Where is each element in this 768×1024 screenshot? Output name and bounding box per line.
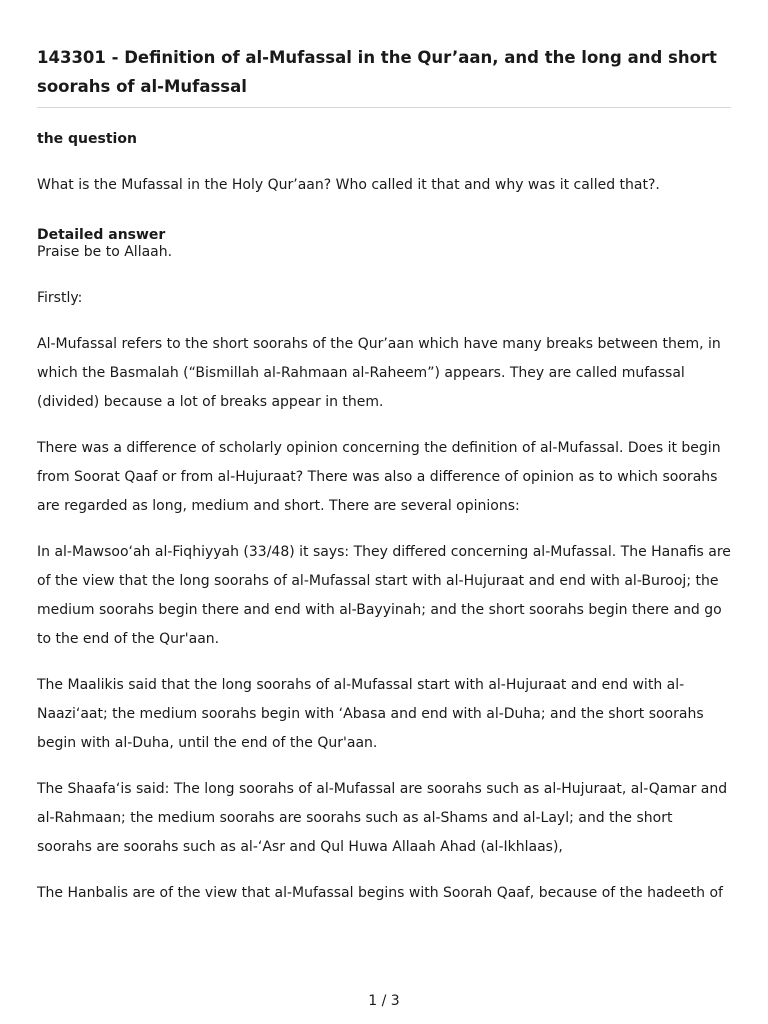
question-text: What is the Mufassal in the Holy Qur’aan? Who called it that and why was it called that?.: [37, 177, 660, 193]
page-indicator: 1 / 3: [368, 993, 400, 1009]
answer-paragraph: Al-Mufassal refers to the short soorahs of the Qur’aan which have many breaks between them, in which the Basmalah (“Bismillah al-Rahmaan al-Raheem”) appears. They are called mufassal (divided) because a lot of breaks appear in them.: [37, 336, 721, 410]
page-title: 143301 - Definition of al-Mufassal in the Qur’aan, and the long and short soorahs of al-Mufassal: [37, 0, 731, 108]
answer-paragraph: Praise be to Allaah.: [37, 244, 173, 260]
answer-paragraph: The Hanbalis are of the view that al-Mufassal begins with Soorah Qaaf, because of the hadeeth of: [37, 885, 723, 901]
answer-paragraph: There was a difference of scholarly opinion concerning the definition of al-Mufassal. Does it begin from Soorat Qaaf or from al-Hujuraat? There was also a difference of opinion as to which soorahs are regarded as long, medium and short. There are several opinions:: [37, 440, 721, 514]
answer-paragraph: The Shaafa‘is said: The long soorahs of al-Mufassal are soorahs such as al-Hujuraat, al-Qamar and al-Rahmaan; the medium soorahs are soorahs such as al-Shams and al-Layl; and the short soorahs are soorahs such as al-‘Asr and Qul Huwa Allaah Ahad (al-Ikhlaas),: [37, 781, 728, 855]
answer-paragraph: In al-Mawsoo‘ah al-Fiqhiyyah (33/48) it says: They differed concerning al-Mufassal. The Hanafis are of the view that the long soorahs of al-Mufassal start with al-Hujuraat and end with al-Burooj; the medium soorahs begin there and end with al-Bayyinah; and the short soorahs begin there and go to the end of the Qur'aan.: [37, 544, 731, 647]
question-heading: the question: [37, 131, 137, 147]
answer-paragraph: Firstly:: [37, 290, 83, 306]
answer-paragraph: The Maalikis said that the long soorahs of al-Mufassal start with al-Hujuraat and end with al-Naazi‘aat; the medium soorahs begin with ‘Abasa and end with al-Duha; and the short soorahs begin with al-Duha, until the end of the Qur'aan.: [37, 677, 704, 751]
document-page: [37, 0, 731, 908]
answer-heading: Detailed answer: [37, 227, 166, 243]
